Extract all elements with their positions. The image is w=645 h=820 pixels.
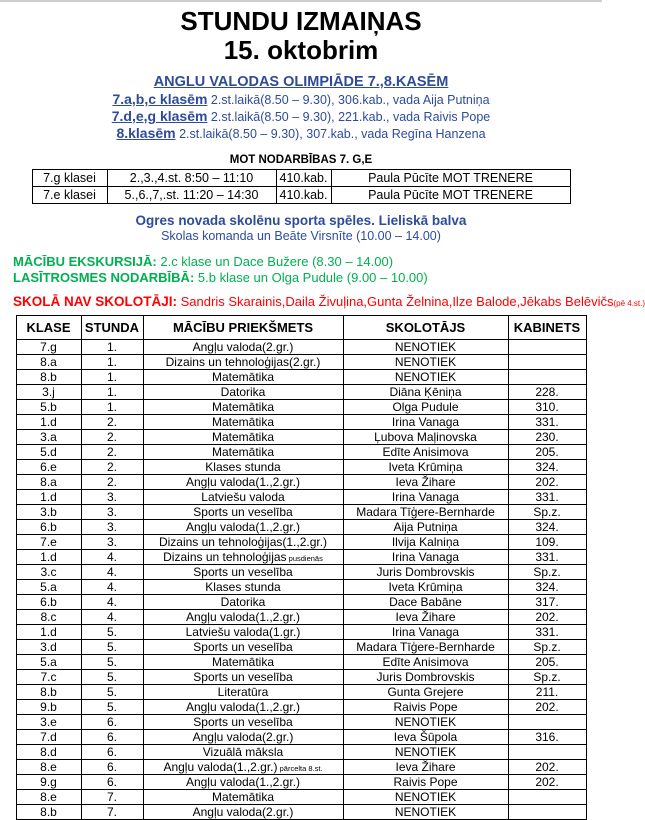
cell-skolotajs: Iveta Krūmiņa bbox=[343, 459, 508, 474]
schedule-row bbox=[16, 609, 586, 624]
sports-details: Skolas komanda un Beāte Virsnīte (10.00 – 14.00) bbox=[161, 228, 441, 243]
cell-stunda: 4. bbox=[81, 549, 143, 564]
schedule-row bbox=[16, 594, 586, 609]
cell-klase: 7.d bbox=[16, 729, 81, 744]
cell-kabinets bbox=[508, 789, 586, 804]
cell-kabinets: 202. bbox=[508, 609, 586, 624]
cell-prieksmets: Matemātika bbox=[143, 429, 343, 444]
page-title bbox=[0, 7, 602, 64]
cell-prieksmets: Vizuālā māksla bbox=[143, 744, 343, 759]
schedule-row bbox=[16, 669, 586, 684]
cell-klase: 5.a bbox=[16, 579, 81, 594]
cell-skolotajs: Ieva Žihare bbox=[343, 474, 508, 489]
schedule-row bbox=[16, 774, 586, 789]
schedule-row bbox=[16, 519, 586, 534]
excursion-label: MĀCĪBU EKSKURSIJĀ: bbox=[13, 253, 157, 269]
cell-stunda: 3. bbox=[81, 519, 143, 534]
schedule-row bbox=[16, 399, 586, 414]
absent-teachers-suffix: (pē 4.st.) bbox=[613, 298, 645, 308]
cell-skolotajs: Ieva Žihare bbox=[343, 609, 508, 624]
cell-kabinets: 324. bbox=[508, 519, 586, 534]
schedule-table bbox=[16, 315, 587, 820]
cell-klase: 7.c bbox=[16, 669, 81, 684]
cell-skolotajs: Raivis Pope bbox=[343, 774, 508, 789]
schedule-row bbox=[16, 384, 586, 399]
cell-klase: 8.a bbox=[16, 474, 81, 489]
olympiad-classes: 7.d,e,g klasēm bbox=[111, 107, 208, 124]
cell-kabinets: 324. bbox=[508, 579, 586, 594]
schedule-row bbox=[16, 714, 586, 729]
schedule-row bbox=[16, 639, 586, 654]
cell-klase: 3.b bbox=[16, 504, 81, 519]
header-kabinets: KABINETS bbox=[508, 315, 586, 339]
cell-skolotajs: Dace Babāne bbox=[343, 594, 508, 609]
mot-room-cell: 410.kab. bbox=[276, 170, 331, 187]
schedule-row bbox=[16, 369, 586, 384]
cell-stunda: 1. bbox=[81, 339, 143, 354]
cell-skolotajs: NENOTIEK bbox=[343, 369, 508, 384]
cell-klase: 1.d bbox=[16, 414, 81, 429]
cell-stunda: 5. bbox=[81, 624, 143, 639]
page-title-line2: 15. oktobrim bbox=[223, 34, 379, 65]
cell-stunda: 1. bbox=[81, 369, 143, 384]
cell-skolotajs: Iveta Krūmiņa bbox=[343, 579, 508, 594]
schedule-row bbox=[16, 474, 586, 489]
cell-stunda: 4. bbox=[81, 579, 143, 594]
page-title-line1: STUNDU IZMAIŅAS bbox=[180, 6, 422, 36]
cell-kabinets: 331. bbox=[508, 489, 586, 504]
cell-stunda: 4. bbox=[81, 564, 143, 579]
cell-stunda: 3. bbox=[81, 489, 143, 504]
cell-prieksmets: Latviešu valoda(1.gr.) bbox=[143, 624, 343, 639]
cell-stunda: 6. bbox=[81, 744, 143, 759]
cell-prieksmets: Matemātika bbox=[143, 399, 343, 414]
cell-prieksmets: Literatūra bbox=[143, 684, 343, 699]
sports-section bbox=[0, 213, 602, 243]
cell-stunda: 6. bbox=[81, 774, 143, 789]
cell-stunda: 1. bbox=[81, 384, 143, 399]
schedule-row bbox=[16, 804, 586, 819]
cell-skolotajs: NENOTIEK bbox=[343, 789, 508, 804]
cell-klase: 6.e bbox=[16, 459, 81, 474]
cell-stunda: 6. bbox=[81, 729, 143, 744]
cell-kabinets bbox=[508, 804, 586, 819]
cell-skolotajs: Diāna Ķēniņa bbox=[343, 384, 508, 399]
cell-kabinets bbox=[508, 714, 586, 729]
cell-klase: 8.b bbox=[16, 684, 81, 699]
cell-klase: 5.b bbox=[16, 399, 81, 414]
cell-skolotajs: Ieva Šūpola bbox=[343, 729, 508, 744]
cell-kabinets: 202. bbox=[508, 474, 586, 489]
cell-stunda: 2. bbox=[81, 414, 143, 429]
cell-prieksmets: Angļu valoda(1.,2.gr.) bbox=[143, 699, 343, 714]
schedule-row bbox=[16, 564, 586, 579]
schedule-row bbox=[16, 699, 586, 714]
schedule-row bbox=[16, 339, 586, 354]
cell-kabinets: 202. bbox=[508, 759, 586, 774]
cell-prieksmets: Sports un veselība bbox=[143, 669, 343, 684]
cell-stunda: 5. bbox=[81, 684, 143, 699]
cell-klase: 3.a bbox=[16, 429, 81, 444]
reading-label: LASĪTROSMES NODARBĪBĀ: bbox=[13, 269, 195, 285]
olympiad-classes: 8.klasēm bbox=[116, 124, 176, 141]
cell-klase: 1.d bbox=[16, 489, 81, 504]
olympiad-line bbox=[0, 91, 602, 108]
cell-kabinets: Sp.z. bbox=[508, 639, 586, 654]
reading-note bbox=[13, 270, 602, 286]
cell-skolotajs: Ieva Žihare bbox=[343, 759, 508, 774]
cell-prieksmets: Klases stunda bbox=[143, 459, 343, 474]
cell-prieksmets: Angļu valoda(2.gr.) bbox=[143, 729, 343, 744]
cell-stunda: 4. bbox=[81, 609, 143, 624]
cell-stunda: 6. bbox=[81, 714, 143, 729]
schedule-row bbox=[16, 489, 586, 504]
schedule-header-row bbox=[16, 315, 586, 339]
cell-stunda: 6. bbox=[81, 759, 143, 774]
cell-skolotajs: Irina Vanaga bbox=[343, 489, 508, 504]
cell-kabinets: 202. bbox=[508, 774, 586, 789]
cell-prieksmets: Matemātika bbox=[143, 369, 343, 384]
cell-skolotajs: Ļubova Maļinovska bbox=[343, 429, 508, 444]
cell-prieksmets: Klases stunda bbox=[143, 579, 343, 594]
cell-prieksmets-note: pusdienās bbox=[286, 553, 323, 563]
schedule-row bbox=[16, 549, 586, 564]
schedule-row bbox=[16, 729, 586, 744]
schedule-table-body bbox=[16, 339, 586, 819]
olympiad-heading: ANGLU VALODAS OLIMPIĀDE 7.,8.KASĒM bbox=[153, 74, 449, 91]
cell-prieksmets: Matemātika bbox=[143, 789, 343, 804]
mot-table bbox=[32, 169, 571, 204]
cell-klase: 3.e bbox=[16, 714, 81, 729]
cell-skolotajs: NENOTIEK bbox=[343, 354, 508, 369]
schedule-row bbox=[16, 429, 586, 444]
cell-kabinets: 331. bbox=[508, 414, 586, 429]
cell-prieksmets: Dizains un tehnoloģijas pusdienās bbox=[143, 549, 343, 564]
cell-prieksmets: Datorika bbox=[143, 384, 343, 399]
schedule-row bbox=[16, 504, 586, 519]
cell-skolotajs: Juris Dombrovskis bbox=[343, 669, 508, 684]
cell-stunda: 7. bbox=[81, 789, 143, 804]
cell-klase: 9.b bbox=[16, 699, 81, 714]
cell-prieksmets: Sports un veselība bbox=[143, 564, 343, 579]
cell-prieksmets-note: pārcelta 8.st. bbox=[277, 763, 323, 773]
absent-teachers-names: Sandris Skarainis,Daila Živuļina,Gunta Želnina,Ilze Balode,Jēkabs Belēvičs bbox=[177, 293, 614, 309]
cell-skolotajs: Irina Vanaga bbox=[343, 624, 508, 639]
schedule-row bbox=[16, 789, 586, 804]
mot-table-body bbox=[32, 170, 570, 204]
cell-skolotajs: NENOTIEK bbox=[343, 339, 508, 354]
cell-prieksmets: Latviešu valoda bbox=[143, 489, 343, 504]
schedule-row bbox=[16, 534, 586, 549]
schedule-table-head bbox=[16, 315, 586, 339]
schedule-row bbox=[16, 759, 586, 774]
cell-stunda: 2. bbox=[81, 474, 143, 489]
cell-skolotajs: NENOTIEK bbox=[343, 804, 508, 819]
cell-prieksmets: Angļu valoda(1.,2.gr.) bbox=[143, 774, 343, 789]
schedule-row bbox=[16, 744, 586, 759]
cell-klase: 3.j bbox=[16, 384, 81, 399]
cell-kabinets: 331. bbox=[508, 549, 586, 564]
schedule-row bbox=[16, 684, 586, 699]
cell-kabinets: 211. bbox=[508, 684, 586, 699]
olympiad-details: 2.st.laikā(8.50 – 9.30), 221.kab., vada Raivis Pope bbox=[207, 109, 491, 124]
cell-skolotajs: Madara Tīģere-Bernharde bbox=[343, 639, 508, 654]
cell-klase: 5.a bbox=[16, 654, 81, 669]
cell-stunda: 1. bbox=[81, 354, 143, 369]
cell-stunda: 5. bbox=[81, 699, 143, 714]
header-klase: KLASE bbox=[16, 315, 81, 339]
cell-prieksmets: Sports un veselība bbox=[143, 714, 343, 729]
schedule-row bbox=[16, 654, 586, 669]
cell-prieksmets: Angļu valoda(1.,2.gr.) pārcelta 8.st. bbox=[143, 759, 343, 774]
cell-klase: 3.d bbox=[16, 639, 81, 654]
cell-klase: 6.b bbox=[16, 594, 81, 609]
cell-prieksmets: Matemātika bbox=[143, 444, 343, 459]
cell-skolotajs: Madara Tīģere-Bernharde bbox=[343, 504, 508, 519]
cell-kabinets bbox=[508, 339, 586, 354]
header-prieksmets: MĀCĪBU PRIEKŠMETS bbox=[143, 315, 343, 339]
mot-table-row bbox=[32, 170, 570, 187]
cell-prieksmets: Matemātika bbox=[143, 414, 343, 429]
excursion-text: 2.c klase un Dace Bužere (8.30 – 14.00) bbox=[156, 253, 394, 269]
cell-stunda: 7. bbox=[81, 804, 143, 819]
cell-klase: 1.d bbox=[16, 549, 81, 564]
cell-klase: 8.d bbox=[16, 744, 81, 759]
cell-kabinets: 316. bbox=[508, 729, 586, 744]
olympiad-details: 2.st.laikā(8.50 – 9.30), 307.kab., vada Regīna Hanzena bbox=[175, 126, 486, 141]
cell-klase: 7.g bbox=[16, 339, 81, 354]
mot-time-cell: 5.,6.,7,.st. 11:20 – 14:30 bbox=[107, 187, 276, 204]
cell-stunda: 3. bbox=[81, 504, 143, 519]
cell-skolotajs: NENOTIEK bbox=[343, 744, 508, 759]
cell-klase: 8.e bbox=[16, 789, 81, 804]
sports-heading: Ogres novada skolēnu sporta spēles. Lieliskā balva bbox=[135, 213, 467, 229]
header-skolotajs: SKOLOTĀJS bbox=[343, 315, 508, 339]
cell-prieksmets: Dizains un tehnoloģijas(2.gr.) bbox=[143, 354, 343, 369]
cell-skolotajs: Edīte Anisimova bbox=[343, 654, 508, 669]
cell-kabinets bbox=[508, 744, 586, 759]
cell-kabinets: Sp.z. bbox=[508, 504, 586, 519]
cell-klase: 8.e bbox=[16, 759, 81, 774]
olympiad-section bbox=[0, 75, 602, 141]
olympiad-details: 2.st.laikā(8.50 – 9.30), 306.kab., vada Aija Putniņa bbox=[207, 93, 490, 108]
schedule-row bbox=[16, 579, 586, 594]
cell-prieksmets: Sports un veselība bbox=[143, 504, 343, 519]
green-notes-section bbox=[13, 254, 602, 286]
cell-stunda: 4. bbox=[81, 594, 143, 609]
absent-teachers-line bbox=[13, 293, 645, 310]
cell-kabinets: 202. bbox=[508, 699, 586, 714]
cell-stunda: 5. bbox=[81, 654, 143, 669]
cell-klase: 8.b bbox=[16, 369, 81, 384]
cell-klase: 8.a bbox=[16, 354, 81, 369]
mot-table-row bbox=[32, 187, 570, 204]
cell-kabinets bbox=[508, 369, 586, 384]
cell-skolotajs: Irina Vanaga bbox=[343, 414, 508, 429]
cell-kabinets: 205. bbox=[508, 444, 586, 459]
cell-kabinets: 331. bbox=[508, 624, 586, 639]
cell-klase: 8.c bbox=[16, 609, 81, 624]
cell-klase: 3.c bbox=[16, 564, 81, 579]
cell-skolotajs: NENOTIEK bbox=[343, 714, 508, 729]
cell-kabinets: 230. bbox=[508, 429, 586, 444]
mot-room-cell: 410.kab. bbox=[276, 187, 331, 204]
cell-prieksmets: Angļu valoda(1.,2.gr.) bbox=[143, 609, 343, 624]
mot-teacher-cell: Paula Pūcīte MOT TRENERE bbox=[331, 187, 570, 204]
cell-klase: 7.e bbox=[16, 534, 81, 549]
olympiad-line bbox=[0, 125, 602, 142]
absent-teachers-label: SKOLĀ NAV SKOLOTĀJI: bbox=[13, 293, 178, 309]
schedule-row bbox=[16, 459, 586, 474]
cell-prieksmets: Angļu valoda(2.gr.) bbox=[143, 339, 343, 354]
cell-kabinets: 317. bbox=[508, 594, 586, 609]
cell-skolotajs: Gunta Grejere bbox=[343, 684, 508, 699]
cell-prieksmets: Sports un veselība bbox=[143, 639, 343, 654]
cell-stunda: 2. bbox=[81, 459, 143, 474]
cell-skolotajs: Aija Putniņa bbox=[343, 519, 508, 534]
cell-prieksmets: Angļu valoda(1.,2.gr.) bbox=[143, 519, 343, 534]
cell-kabinets: 205. bbox=[508, 654, 586, 669]
cell-kabinets: 109. bbox=[508, 534, 586, 549]
cell-stunda: 2. bbox=[81, 444, 143, 459]
cell-skolotajs: Irina Vanaga bbox=[343, 549, 508, 564]
mot-time-cell: 2.,3.,4.st. 8:50 – 11:10 bbox=[107, 170, 276, 187]
cell-skolotajs: Ilvija Kalniņa bbox=[343, 534, 508, 549]
cell-kabinets: 310. bbox=[508, 399, 586, 414]
cell-skolotajs: Edīte Anisimova bbox=[343, 444, 508, 459]
cell-kabinets: 228. bbox=[508, 384, 586, 399]
cell-skolotajs: Olga Pudule bbox=[343, 399, 508, 414]
olympiad-line bbox=[0, 108, 602, 125]
cell-stunda: 5. bbox=[81, 639, 143, 654]
cell-kabinets bbox=[508, 354, 586, 369]
cell-prieksmets: Matemātika bbox=[143, 654, 343, 669]
cell-kabinets: Sp.z. bbox=[508, 669, 586, 684]
olympiad-classes: 7.a,b,c klasēm bbox=[112, 91, 208, 108]
cell-stunda: 3. bbox=[81, 534, 143, 549]
cell-prieksmets: Dizains un tehnoloģijas(1.,2.gr.) bbox=[143, 534, 343, 549]
mot-heading: MOT NODARBĪBAS 7. G,E bbox=[229, 154, 373, 167]
header-stunda: STUNDA bbox=[81, 315, 143, 339]
cell-klase: 9.g bbox=[16, 774, 81, 789]
cell-prieksmets: Datorika bbox=[143, 594, 343, 609]
cell-kabinets: Sp.z. bbox=[508, 564, 586, 579]
schedule-row bbox=[16, 444, 586, 459]
cell-prieksmets: Angļu valoda(1.,2.gr.) bbox=[143, 474, 343, 489]
schedule-row bbox=[16, 354, 586, 369]
mot-class-cell: 7.e klasei bbox=[32, 187, 107, 204]
excursion-note bbox=[13, 254, 602, 270]
cell-prieksmets: Angļu valoda(2.gr.) bbox=[143, 804, 343, 819]
reading-text: 5.b klase un Olga Pudule (9.00 – 10.00) bbox=[194, 269, 428, 285]
mot-class-cell: 7.g klasei bbox=[32, 170, 107, 187]
cell-skolotajs: Juris Dombrovskis bbox=[343, 564, 508, 579]
cell-skolotajs: Raivis Pope bbox=[343, 699, 508, 714]
schedule-row bbox=[16, 624, 586, 639]
cell-stunda: 5. bbox=[81, 669, 143, 684]
mot-teacher-cell: Paula Pūcīte MOT TRENERE bbox=[331, 170, 570, 187]
cell-stunda: 2. bbox=[81, 429, 143, 444]
cell-klase: 1.d bbox=[16, 624, 81, 639]
window-top-edge bbox=[0, 0, 602, 2]
cell-klase: 5.d bbox=[16, 444, 81, 459]
cell-kabinets: 324. bbox=[508, 459, 586, 474]
cell-stunda: 1. bbox=[81, 399, 143, 414]
cell-klase: 8.b bbox=[16, 804, 81, 819]
cell-klase: 6.b bbox=[16, 519, 81, 534]
schedule-row bbox=[16, 414, 586, 429]
